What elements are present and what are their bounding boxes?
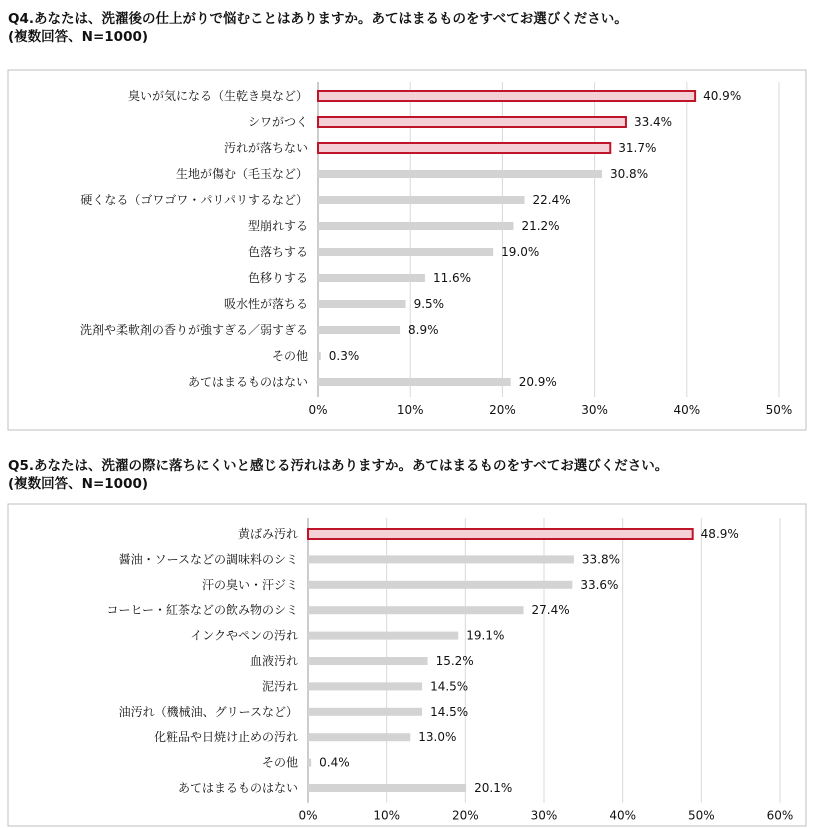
chart1-xtick-label: 20% <box>489 403 516 417</box>
chart1-value-label: 9.5% <box>413 297 445 311</box>
chart2-category-label: コーヒー・紅茶などの飲み物のシミ <box>106 603 298 618</box>
chart1-value-label: 19.0% <box>501 245 540 259</box>
chart2-value-label: 13.0% <box>418 730 457 745</box>
chart1-value-label: 0.3% <box>328 349 360 363</box>
chart2-category-label: インクやペンの汚れ <box>190 628 298 643</box>
chart2-value-label: 48.9% <box>700 527 739 541</box>
chart2-xtick-label: 10% <box>373 808 401 823</box>
chart2-value-label: 33.8% <box>581 552 621 567</box>
chart1-category-label: 色落ちする <box>247 245 308 259</box>
chart1-xtick-label: 0% <box>308 403 328 417</box>
chart1-category-label: 吸水性が落ちる <box>223 297 308 311</box>
chart2-category-label: 化粧品や日焼け止めの汚れ <box>153 730 298 745</box>
chart1-bar <box>318 326 400 334</box>
chart1-value-label: 22.4% <box>532 193 571 207</box>
chart1-value-label: 31.7% <box>618 141 657 155</box>
chart1-value-label: 20.9% <box>518 375 557 389</box>
chart2-category-label: 黄ばみ汚れ <box>237 527 298 541</box>
chart2-bar <box>308 708 422 716</box>
chart1-bar <box>318 117 626 127</box>
chart1-value-label: 30.8% <box>609 167 649 181</box>
chart1-bar <box>318 248 493 256</box>
chart1-bar <box>318 222 513 230</box>
chart1-category-label: 臭いが気になる（生乾き臭など） <box>127 89 308 103</box>
chart2-value-label: 0.4% <box>319 755 350 770</box>
chart1-value-label: 11.6% <box>432 271 472 285</box>
chart2-bar <box>308 606 524 614</box>
chart1-category-label: 型崩れする <box>247 219 308 233</box>
chart2-value-label: 15.2% <box>435 654 474 668</box>
chart2-xtick-label: 20% <box>451 808 479 823</box>
chart1-category-label: 生地が傷む（毛玉など） <box>175 167 308 181</box>
chart2-value-label: 14.5% <box>430 704 469 719</box>
chart2-category-label: その他 <box>261 755 298 770</box>
chart1-svg <box>0 70 814 470</box>
chart1-category-label: その他 <box>271 349 308 363</box>
chart2-value-label: 14.5% <box>430 679 469 694</box>
chart2-bar <box>308 581 572 589</box>
chart1-category-label: シワがつく <box>247 115 308 129</box>
chart2-bar <box>308 682 422 690</box>
chart2-category-label: 醤油・ソースなどの調味料のシミ <box>118 552 298 567</box>
chart1-value-label: 33.4% <box>633 115 673 129</box>
chart2-bar <box>308 529 693 539</box>
chart1-xtick-label: 10% <box>396 403 424 417</box>
chart2-bar <box>308 632 458 640</box>
chart2-bar <box>308 784 466 792</box>
chart1-subtitle: (複数回答、N=1000) <box>8 29 149 45</box>
chart2-xtick-label: 40% <box>609 808 637 823</box>
chart1-bar <box>318 300 406 308</box>
chart2-bar <box>308 759 311 767</box>
chart2-bar <box>308 555 574 563</box>
chart2-category-label: 血液汚れ <box>249 654 298 668</box>
chart1-category-label: あてはまるものはない <box>187 375 308 389</box>
chart1-xtick-label: 40% <box>673 403 701 417</box>
chart2-value-label: 33.6% <box>580 577 619 592</box>
chart2-title: Q5.あなたは、洗濯の際に落ちにくいと感じる汚れはありますか。あてはまるものをすべてお選びください。 <box>8 458 669 474</box>
chart1-bar <box>318 378 511 386</box>
chart2-xtick-label: 50% <box>687 808 715 823</box>
chart1-category-label: 硬くなる（ゴワゴワ・パリパリするなど） <box>80 193 308 207</box>
chart1-category-label: 汚れが落ちない <box>223 141 308 155</box>
chart2-bar <box>308 657 428 665</box>
chart1-category-label: 洗剤や柔軟剤の香りが強すぎる／弱すぎる <box>79 323 308 337</box>
chart1-bar <box>318 352 321 360</box>
chart2-category-label: あてはまるものはない <box>177 781 298 795</box>
chart2-xtick-label: 0% <box>298 808 318 823</box>
chart2-value-label: 20.1% <box>474 781 513 795</box>
chart2-value-label: 19.1% <box>466 628 505 643</box>
chart2-xtick-label: 30% <box>530 808 558 823</box>
chart2-category-label: 汗の臭い・汗ジミ <box>201 577 298 592</box>
chart1-value-label: 21.2% <box>521 219 560 233</box>
chart2-svg <box>0 498 814 828</box>
chart1-bar <box>318 143 610 153</box>
chart1-xtick-label: 50% <box>765 403 793 417</box>
chart2-xtick-label: 60% <box>766 808 794 823</box>
chart2-subtitle: (複数回答、N=1000) <box>8 476 149 492</box>
chart1-title: Q4.あなたは、洗濯後の仕上がりで悩むことはありますか。あてはまるものをすべてお選びください。 <box>8 11 628 27</box>
chart1-xtick-label: 30% <box>581 403 608 417</box>
chart2-value-label: 27.4% <box>531 603 570 618</box>
chart1-bar <box>318 170 602 178</box>
chart2-bar <box>308 733 410 741</box>
chart1-bar <box>318 274 425 282</box>
chart1-value-label: 40.9% <box>703 89 742 103</box>
chart1-value-label: 8.9% <box>408 323 439 337</box>
chart1-category-label: 色移りする <box>247 271 308 285</box>
chart2-category-label: 油汚れ（機械油、グリースなど） <box>118 704 298 719</box>
chart2-category-label: 泥汚れ <box>261 679 298 694</box>
chart1-bar <box>318 196 525 204</box>
chart1-bar <box>318 91 695 101</box>
